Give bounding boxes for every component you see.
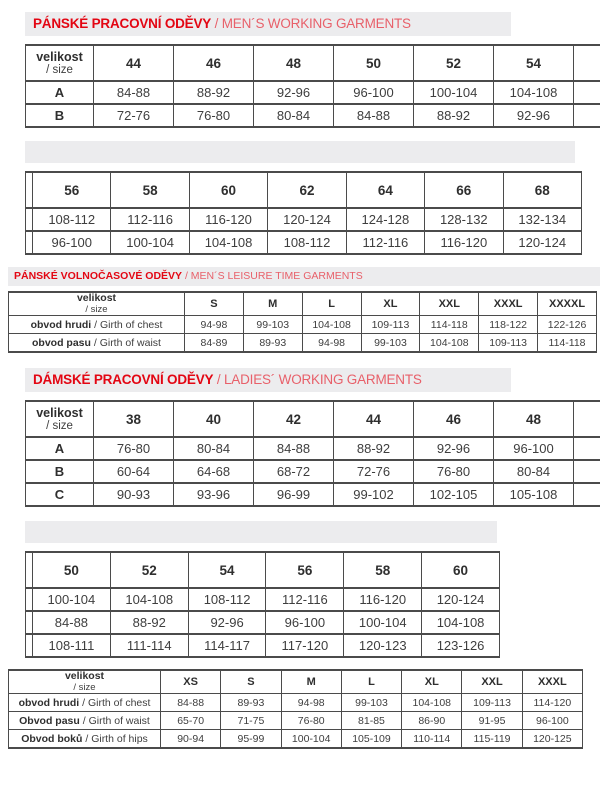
size-header-cell: XL <box>402 670 462 694</box>
measurement-value-cell: 123-126 <box>422 634 500 657</box>
gray-spacer-band <box>25 521 497 543</box>
size-header-cell: 68 <box>503 172 581 208</box>
corner-label-english: / size <box>26 420 93 433</box>
size-header-row <box>26 172 582 208</box>
measurement-value-cell: 95-99 <box>221 730 281 749</box>
measurement-value-cell: 99-103 <box>361 334 420 353</box>
size-header-cell: S <box>221 670 281 694</box>
corner-label-czech: velikost <box>26 406 93 420</box>
measurement-value-cell: 104-108 <box>422 611 500 634</box>
measurement-value-cell: 96-100 <box>334 81 414 104</box>
size-header-cell: 66 <box>425 172 503 208</box>
mens-leisure-size-table <box>8 291 597 353</box>
corner-label-czech: velikost <box>9 293 184 304</box>
size-header-cell: XXL <box>420 292 479 316</box>
mens-working-sizes-56-68-table <box>25 171 582 255</box>
measurement-row-b <box>26 231 582 254</box>
measurement-value-cell: 92-96 <box>494 104 574 127</box>
measurement-value-cell: 120-124 <box>503 231 581 254</box>
measurement-value-cell: 100-104 <box>111 231 189 254</box>
size-header-cell: 58 <box>344 552 422 588</box>
measurement-row-b <box>26 611 500 634</box>
size-corner-cell <box>26 401 94 437</box>
section-title-english: / LADIES´ WORKING GARMENTS <box>213 372 421 387</box>
size-header-cell: 42 <box>254 401 334 437</box>
cut-column-stub <box>26 634 33 657</box>
measurement-value-cell: 124-128 <box>346 208 424 231</box>
girth-of-chest-row <box>9 316 597 334</box>
measurement-value-cell: 88-92 <box>174 81 254 104</box>
size-header-cell: 52 <box>110 552 188 588</box>
measurement-value-cell: 112-116 <box>266 588 344 611</box>
size-corner-cell <box>9 670 161 694</box>
measurement-row-c <box>26 634 500 657</box>
measurement-value-cell: 120-123 <box>344 634 422 657</box>
row-label: obvod pasu / Girth of waist <box>9 334 185 353</box>
measurement-value-cell: 68-72 <box>254 460 334 483</box>
measurement-value-cell: 93-96 <box>174 483 254 506</box>
size-corner-cell <box>26 45 94 81</box>
row-label: obvod hrudi / Girth of chest <box>9 316 185 334</box>
measurement-value-cell: 76-80 <box>94 437 174 460</box>
size-header-cell: 44 <box>94 45 174 81</box>
size-header-cell: XXL <box>462 670 522 694</box>
size-header-cell: 52 <box>414 45 494 81</box>
measurement-value-cell: 120-124 <box>268 208 346 231</box>
section-title-english: / MEN´S LEISURE TIME GARMENTS <box>182 270 363 282</box>
measurement-value-cell: 84-88 <box>33 611 111 634</box>
measurement-value-cell: 96-99 <box>254 483 334 506</box>
size-header-cell: 54 <box>188 552 266 588</box>
measurement-value-cell: 99-102 <box>334 483 414 506</box>
cut-column-stub <box>574 104 600 127</box>
measurement-value-cell: 60-64 <box>94 460 174 483</box>
measurement-value-cell: 81-85 <box>341 712 401 730</box>
size-header-cell: 60 <box>422 552 500 588</box>
ladies-working-sizes-50-60-table <box>25 551 500 658</box>
ladies-working-sizes-38-48-table <box>25 400 600 507</box>
measurement-value-cell: 116-120 <box>189 208 267 231</box>
measurement-value-cell: 118-122 <box>479 316 538 334</box>
measurement-value-cell: 72-76 <box>94 104 174 127</box>
measurement-value-cell: 104-108 <box>494 81 574 104</box>
cut-column-stub <box>574 81 600 104</box>
measurement-value-cell: 84-88 <box>94 81 174 104</box>
size-header-cell: 50 <box>33 552 111 588</box>
row-label: A <box>26 437 94 460</box>
measurement-value-cell: 104-108 <box>189 231 267 254</box>
size-header-cell: XXXXL <box>538 292 597 316</box>
measurement-value-cell: 88-92 <box>414 104 494 127</box>
size-header-cell: 56 <box>266 552 344 588</box>
cut-column-stub <box>574 437 600 460</box>
measurement-value-cell: 128-132 <box>425 208 503 231</box>
measurement-value-cell: 94-98 <box>302 334 361 353</box>
measurement-value-cell: 99-103 <box>341 694 401 712</box>
measurement-value-cell: 115-119 <box>462 730 522 749</box>
measurement-row-a <box>26 208 582 231</box>
measurement-value-cell: 104-108 <box>402 694 462 712</box>
measurement-value-cell: 105-109 <box>341 730 401 749</box>
measurement-value-cell: 64-68 <box>174 460 254 483</box>
size-header-cell: XXXL <box>522 670 582 694</box>
measurement-value-cell: 114-118 <box>420 316 479 334</box>
gray-spacer-band <box>25 141 575 163</box>
section-title-czech: PÁNSKÉ VOLNOČASOVÉ ODĚVY <box>14 270 182 282</box>
cut-column-stub <box>574 460 600 483</box>
size-header-cell: M <box>281 670 341 694</box>
row-label: B <box>26 104 94 127</box>
size-header-cell: 38 <box>94 401 174 437</box>
cut-column-stub <box>26 208 33 231</box>
measurement-value-cell: 104-108 <box>302 316 361 334</box>
measurement-value-cell: 108-112 <box>188 588 266 611</box>
measurement-row-a <box>26 588 500 611</box>
measurement-value-cell: 109-113 <box>479 334 538 353</box>
measurement-value-cell: 108-111 <box>33 634 111 657</box>
size-header-cell: S <box>185 292 244 316</box>
measurement-value-cell: 96-100 <box>494 437 574 460</box>
measurement-value-cell: 100-104 <box>344 611 422 634</box>
girth-of-waist-row <box>9 712 583 730</box>
size-header-cell: 56 <box>33 172 111 208</box>
size-header-row <box>26 401 600 437</box>
size-corner-cell <box>9 292 185 316</box>
size-header-cell: 40 <box>174 401 254 437</box>
size-header-cell: 46 <box>414 401 494 437</box>
measurement-row-b <box>26 460 600 483</box>
corner-label-czech: velikost <box>26 50 93 64</box>
measurement-value-cell: 122-126 <box>538 316 597 334</box>
measurement-value-cell: 117-120 <box>266 634 344 657</box>
measurement-value-cell: 80-84 <box>494 460 574 483</box>
cut-column-stub <box>574 45 600 81</box>
cut-column-stub <box>26 588 33 611</box>
measurement-value-cell: 92-96 <box>414 437 494 460</box>
corner-label-english: / size <box>9 682 160 693</box>
measurement-value-cell: 86-90 <box>402 712 462 730</box>
size-header-cell: 50 <box>334 45 414 81</box>
size-header-cell: 48 <box>494 401 574 437</box>
corner-label-czech: velikost <box>9 671 160 682</box>
size-header-cell: 64 <box>346 172 424 208</box>
size-header-row <box>9 670 583 694</box>
section-title-czech: DÁMSKÉ PRACOVNÍ ODĚVY <box>33 372 213 387</box>
row-label: B <box>26 460 94 483</box>
size-header-row <box>9 292 597 316</box>
measurement-value-cell: 100-104 <box>281 730 341 749</box>
row-label: obvod hrudi / Girth of chest <box>9 694 161 712</box>
measurement-value-cell: 99-103 <box>243 316 302 334</box>
size-header-cell: 58 <box>111 172 189 208</box>
section-title-mens-leisure <box>8 267 600 286</box>
measurement-value-cell: 105-108 <box>494 483 574 506</box>
size-header-cell: 46 <box>174 45 254 81</box>
measurement-value-cell: 120-124 <box>422 588 500 611</box>
measurement-value-cell: 109-113 <box>462 694 522 712</box>
mens-working-sizes-44-54-table <box>25 44 600 128</box>
cut-column-stub <box>574 483 600 506</box>
measurement-value-cell: 76-80 <box>414 460 494 483</box>
measurement-value-cell: 84-88 <box>334 104 414 127</box>
girth-of-hips-row <box>9 730 583 749</box>
section-title-mens-working <box>25 12 511 36</box>
measurement-row-b <box>26 104 600 127</box>
size-header-cell: 54 <box>494 45 574 81</box>
measurement-value-cell: 92-96 <box>188 611 266 634</box>
measurement-value-cell: 112-116 <box>346 231 424 254</box>
measurement-value-cell: 104-108 <box>110 588 188 611</box>
corner-label-english: / size <box>26 64 93 77</box>
size-header-row <box>26 552 500 588</box>
size-header-row <box>26 45 600 81</box>
measurement-value-cell: 114-120 <box>522 694 582 712</box>
measurement-value-cell: 90-93 <box>94 483 174 506</box>
cut-column-stub <box>26 611 33 634</box>
size-header-cell: L <box>302 292 361 316</box>
measurement-value-cell: 114-118 <box>538 334 597 353</box>
row-label: Obvod boků / Girth of hips <box>9 730 161 749</box>
measurement-value-cell: 80-84 <box>174 437 254 460</box>
size-header-cell: 60 <box>189 172 267 208</box>
measurement-row-a <box>26 437 600 460</box>
size-header-cell: L <box>341 670 401 694</box>
measurement-value-cell: 109-113 <box>361 316 420 334</box>
measurement-value-cell: 132-134 <box>503 208 581 231</box>
measurement-value-cell: 104-108 <box>420 334 479 353</box>
measurement-value-cell: 88-92 <box>110 611 188 634</box>
ladies-leisure-size-table <box>8 669 583 749</box>
section-title-czech: PÁNSKÉ PRACOVNÍ ODĚVY <box>33 16 211 31</box>
measurement-value-cell: 90-94 <box>161 730 221 749</box>
measurement-value-cell: 116-120 <box>344 588 422 611</box>
measurement-value-cell: 120-125 <box>522 730 582 749</box>
row-label: A <box>26 81 94 104</box>
measurement-value-cell: 114-117 <box>188 634 266 657</box>
measurement-value-cell: 91-95 <box>462 712 522 730</box>
girth-of-waist-row <box>9 334 597 353</box>
measurement-value-cell: 112-116 <box>111 208 189 231</box>
measurement-value-cell: 76-80 <box>174 104 254 127</box>
cut-column-stub <box>26 552 33 588</box>
mens-working-table-1-clip <box>25 44 600 128</box>
measurement-value-cell: 102-105 <box>414 483 494 506</box>
measurement-value-cell: 100-104 <box>414 81 494 104</box>
row-label: Obvod pasu / Girth of waist <box>9 712 161 730</box>
section-title-ladies-working <box>25 368 511 392</box>
size-header-cell: 48 <box>254 45 334 81</box>
measurement-value-cell: 94-98 <box>281 694 341 712</box>
measurement-value-cell: 65-70 <box>161 712 221 730</box>
row-label: C <box>26 483 94 506</box>
cut-column-stub <box>26 172 33 208</box>
measurement-value-cell: 72-76 <box>334 460 414 483</box>
measurement-value-cell: 110-114 <box>402 730 462 749</box>
girth-of-chest-row <box>9 694 583 712</box>
measurement-value-cell: 71-75 <box>221 712 281 730</box>
size-header-cell: XXXL <box>479 292 538 316</box>
measurement-value-cell: 94-98 <box>185 316 244 334</box>
measurement-value-cell: 96-100 <box>33 231 111 254</box>
measurement-value-cell: 88-92 <box>334 437 414 460</box>
size-header-cell: 44 <box>334 401 414 437</box>
measurement-row-a <box>26 81 600 104</box>
measurement-value-cell: 96-100 <box>266 611 344 634</box>
measurement-row-c <box>26 483 600 506</box>
measurement-value-cell: 80-84 <box>254 104 334 127</box>
measurement-value-cell: 116-120 <box>425 231 503 254</box>
measurement-value-cell: 92-96 <box>254 81 334 104</box>
size-header-cell: XL <box>361 292 420 316</box>
measurement-value-cell: 84-88 <box>161 694 221 712</box>
cut-column-stub <box>26 231 33 254</box>
ladies-working-table-1-clip <box>25 400 600 507</box>
measurement-value-cell: 89-93 <box>243 334 302 353</box>
measurement-value-cell: 89-93 <box>221 694 281 712</box>
cut-column-stub <box>574 401 600 437</box>
measurement-value-cell: 96-100 <box>522 712 582 730</box>
measurement-value-cell: 84-89 <box>185 334 244 353</box>
section-title-english: / MEN´S WORKING GARMENTS <box>211 16 411 31</box>
measurement-value-cell: 108-112 <box>268 231 346 254</box>
size-header-cell: 62 <box>268 172 346 208</box>
corner-label-english: / size <box>9 304 184 315</box>
measurement-value-cell: 84-88 <box>254 437 334 460</box>
size-header-cell: XS <box>161 670 221 694</box>
measurement-value-cell: 111-114 <box>110 634 188 657</box>
measurement-value-cell: 100-104 <box>33 588 111 611</box>
measurement-value-cell: 76-80 <box>281 712 341 730</box>
measurement-value-cell: 108-112 <box>33 208 111 231</box>
size-header-cell: M <box>243 292 302 316</box>
